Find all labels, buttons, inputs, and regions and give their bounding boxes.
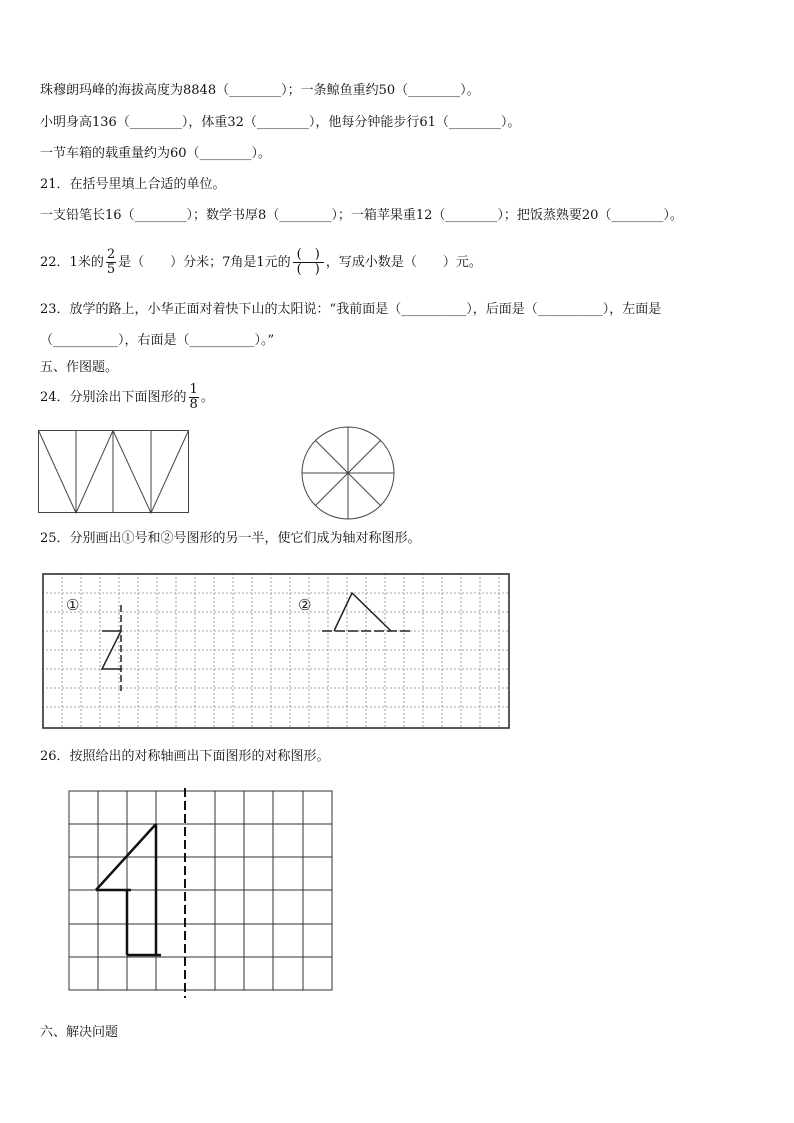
q22-part-b: 是（ ）分米；7角是1元的 — [118, 255, 291, 270]
question-21-title: 21．在括号里填上合适的单位。 — [40, 177, 226, 192]
q22-part-a: 22．1米的 — [40, 255, 104, 270]
figure-25-label-2: ② — [298, 596, 312, 614]
fraction-denominator: ( ) — [296, 262, 320, 277]
question-line-xiaoming: 小明身高136（________），体重32（________），他每分钟能步行61（________）。 — [40, 115, 521, 130]
question-21-items: 一支铅笔长16（________）；数学书厚8（________）；一箱苹果重12（________）；把饭蒸熟要20（________）。 — [40, 208, 683, 223]
figure-25-label-1: ① — [66, 596, 80, 614]
q24-part-a: 24．分别涂出下面图形的 — [40, 390, 187, 405]
figure-24-circle — [300, 425, 396, 521]
fraction-denominator: 5 — [106, 262, 116, 277]
section-5-title: 五、作图题。 — [40, 360, 119, 375]
fraction-numerator: 1 — [189, 382, 198, 397]
question-line-height-weight: 珠穆朗玛峰的海拔高度为8848（________）；一条鲸鱼重约50（________）。 — [40, 83, 480, 98]
fraction-numerator: 2 — [106, 247, 116, 262]
question-22 — [40, 243, 482, 283]
fraction-two-fifths — [106, 248, 116, 277]
question-25-title: 25．分别画出①号和②号图形的另一半，使它们成为轴对称图形。 — [40, 531, 421, 546]
question-line-train: 一节车箱的载重量约为60（________）。 — [40, 146, 272, 161]
question-26-title: 26．按照给出的对称轴画出下面图形的对称图形。 — [40, 749, 330, 764]
section-6-title: 六、解决问题 — [40, 1025, 119, 1040]
fraction-denominator: 8 — [189, 397, 198, 412]
q24-part-b: 。 — [200, 390, 214, 405]
fraction-one-eighth — [189, 383, 199, 412]
question-23-line1: 23．放学的路上，小华正面对着快下山的太阳说：“我前面是（__________），后面是（__________），左面是 — [40, 302, 662, 317]
fraction-numerator: ( ) — [293, 248, 324, 263]
fraction-blank — [293, 248, 324, 277]
figure-25-grid — [42, 573, 512, 731]
question-24 — [40, 380, 214, 416]
figure-24-rectangle — [38, 430, 190, 514]
q22-part-c: ，写成小数是（ ）元。 — [325, 255, 482, 270]
question-23-line2: （__________），右面是（__________）。” — [40, 333, 275, 348]
figure-26-grid — [66, 788, 336, 1002]
